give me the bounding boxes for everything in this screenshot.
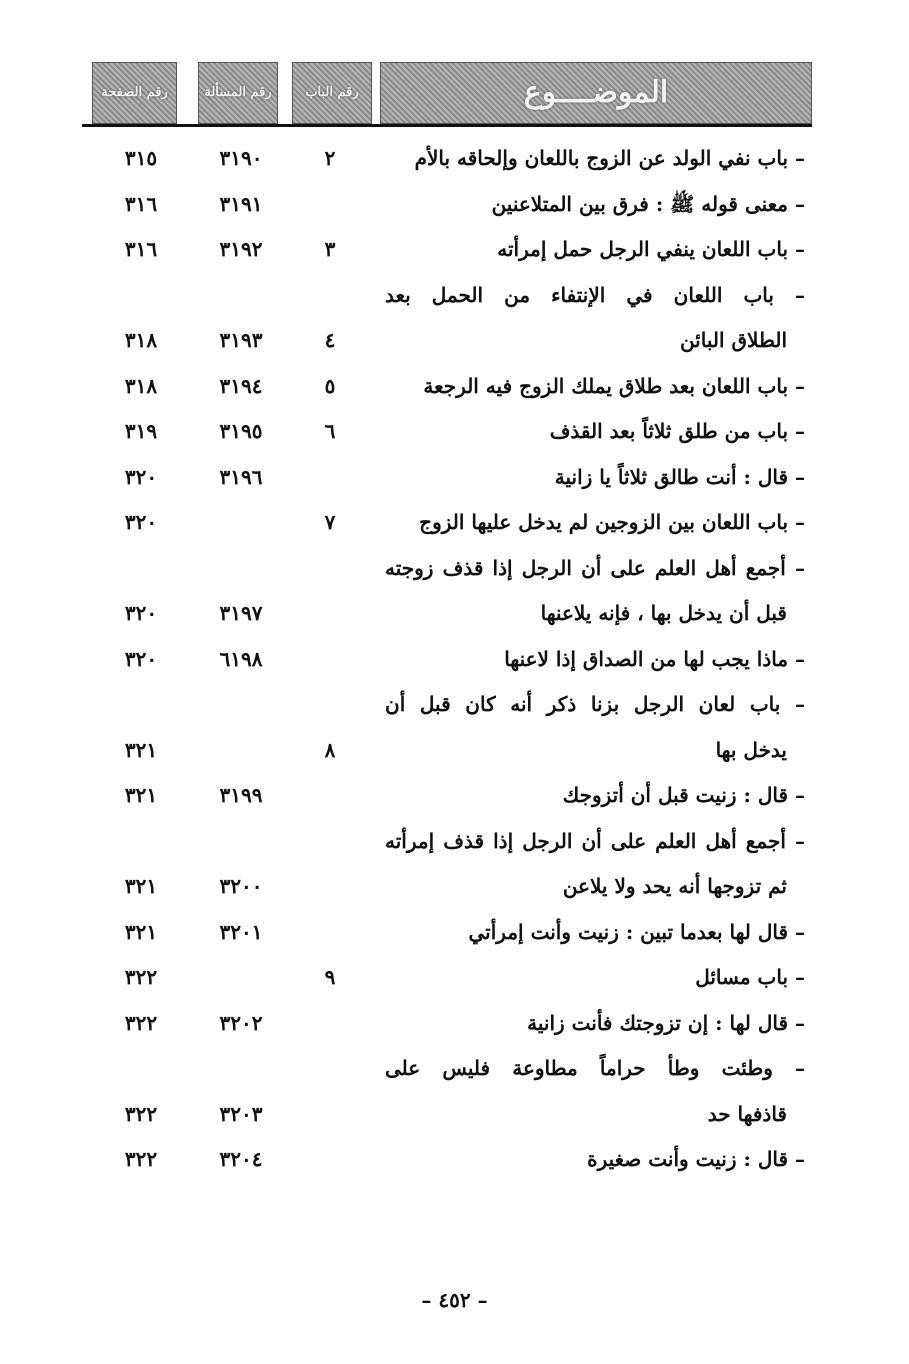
entry-page-number xyxy=(96,682,186,726)
entry-issue-number: ٣١٩٦ xyxy=(219,464,263,489)
table-row xyxy=(0,1137,909,1181)
entry-chapter-number: ٤ xyxy=(324,328,336,352)
entry-topic: – معنى قوله ﷺ : فرق بين المتلاعنين xyxy=(491,191,805,216)
entry-issue-number xyxy=(196,273,286,317)
entry-topic: – أجمع أهل العلم على أن الرجل إذا قذف زوجته xyxy=(385,555,805,580)
entry-topic: – باب اللعان ينفي الرجل حمل إمرأته xyxy=(497,237,805,261)
entry-chapter-number: ٩ xyxy=(324,965,336,989)
table-row xyxy=(0,955,909,999)
entry-issue-number: ٣١٩٢ xyxy=(219,237,263,261)
entry-issue-number: ٣٢٠٤ xyxy=(219,1147,263,1171)
entry-issue-number: ٣٢٠٣ xyxy=(219,1101,263,1126)
entry-chapter-number: ٧ xyxy=(324,510,336,534)
table-row xyxy=(0,637,909,681)
entry-topic: الطلاق البائن xyxy=(679,328,787,352)
entry-issue-number xyxy=(196,819,286,863)
header-rule xyxy=(82,124,812,127)
entry-issue-number: ٣١٩٥ xyxy=(219,419,263,443)
table-row xyxy=(0,409,909,453)
table-row xyxy=(0,182,909,226)
entry-issue-number: ٣٢٠١ xyxy=(219,919,263,944)
entry-topic: – باب من طلق ثلاثاً بعد القذف xyxy=(549,419,805,443)
header-chapter-column: رقم الباب xyxy=(292,62,372,124)
entry-issue-number xyxy=(196,728,286,772)
entry-topic: قبل أن يدخل بها ، فإنه يلاعنها xyxy=(540,601,787,625)
entry-topic: – باب نفي الولد عن الزوج باللعان وإلحاقه بالأم xyxy=(414,146,805,170)
table-row xyxy=(0,728,909,772)
entry-chapter-number xyxy=(300,1092,360,1136)
header-topic-column: الموضــــوع xyxy=(380,62,812,124)
entry-chapter-number xyxy=(300,546,360,590)
table-row xyxy=(0,546,909,590)
entry-issue-number: ٣٢٠٠ xyxy=(219,874,263,898)
entry-page-number: ٣٢٠ xyxy=(124,464,158,489)
table-row xyxy=(0,136,909,180)
entry-chapter-number xyxy=(300,864,360,908)
table-row xyxy=(0,500,909,544)
entry-issue-number: ٦١٩٨ xyxy=(219,646,263,671)
entry-page-number: ٣٢١ xyxy=(124,874,158,898)
entry-page-number: ٣٢٢ xyxy=(124,1147,158,1171)
table-row xyxy=(0,1046,909,1090)
entry-page-number: ٣١٩ xyxy=(124,419,158,443)
entry-page-number: ٣٢٠ xyxy=(124,601,158,625)
entry-topic: – باب مسائل xyxy=(695,965,805,989)
entry-topic: – قال : أنت طالق ثلاثاً يا زانية xyxy=(554,464,805,489)
entry-page-number: ٣١٨ xyxy=(124,373,158,398)
table-row xyxy=(0,1092,909,1136)
entry-topic: – قال لها : إن تزوجتك فأنت زانية xyxy=(527,1010,805,1035)
entry-page-number: ٣٢٢ xyxy=(124,965,158,989)
header-page-column: رقم الصفحة xyxy=(92,62,177,124)
entry-page-number xyxy=(96,273,186,317)
entry-chapter-number xyxy=(300,182,360,226)
entry-chapter-number xyxy=(300,637,360,681)
entry-chapter-number xyxy=(300,1001,360,1045)
entry-chapter-number: ٨ xyxy=(324,737,336,762)
entry-chapter-number xyxy=(300,1046,360,1090)
table-row xyxy=(0,773,909,817)
entry-issue-number: ٣١٩١ xyxy=(219,191,263,216)
entry-page-number: ٣١٨ xyxy=(124,328,158,352)
entry-chapter-number xyxy=(300,682,360,726)
entry-chapter-number xyxy=(300,773,360,817)
entry-topic: يدخل بها xyxy=(715,737,787,762)
entry-topic: – أجمع أهل العلم على أن الرجل إذا قذف إمرأته xyxy=(385,828,805,853)
entry-chapter-number: ٦ xyxy=(324,419,336,443)
entry-topic: – باب اللعان بعد طلاق يملك الزوج فيه الرجعة xyxy=(423,373,805,398)
header-issue-column: رقم المسألة xyxy=(198,62,278,124)
entry-page-number: ٣١٥ xyxy=(124,146,158,170)
entry-page-number: ٣٢١ xyxy=(124,783,158,807)
table-row xyxy=(0,1001,909,1045)
entry-topic: – باب لعان الرجل بزنا ذكر أنه كان قبل أن xyxy=(385,692,805,716)
entry-page-number xyxy=(96,1046,186,1090)
entry-topic: – قال : زنيت وأنت صغيرة xyxy=(587,1147,805,1171)
entry-issue-number: ٣١٩٧ xyxy=(219,601,263,625)
table-row xyxy=(0,273,909,317)
entry-topic: – قال لها بعدما تبين : زنيت وأنت إمرأتي xyxy=(468,919,805,944)
entry-issue-number: ٣١٩٩ xyxy=(219,783,263,807)
table-row xyxy=(0,864,909,908)
table-row xyxy=(0,591,909,635)
entry-topic: – وطئت وطأ حراماً مطاوعة فليس على xyxy=(385,1056,805,1080)
entry-issue-number: ٣١٩٤ xyxy=(219,373,263,398)
entry-issue-number xyxy=(196,546,286,590)
entry-page-number: ٣٢٢ xyxy=(124,1010,158,1035)
entry-page-number: ٣١٦ xyxy=(124,191,158,216)
entry-issue-number xyxy=(196,500,286,544)
table-row xyxy=(0,682,909,726)
table-row xyxy=(0,227,909,271)
entry-chapter-number: ٣ xyxy=(324,237,336,261)
entry-topic: – باب اللعان بين الزوجين لم يدخل عليها الزوج xyxy=(419,510,805,534)
table-row xyxy=(0,910,909,954)
entry-issue-number xyxy=(196,1046,286,1090)
entry-topic: ثم تزوجها أنه يحد ولا يلاعن xyxy=(562,874,787,898)
table-row xyxy=(0,318,909,362)
entry-issue-number: ٣٢٠٢ xyxy=(219,1010,263,1035)
entry-page-number xyxy=(96,546,186,590)
table-row xyxy=(0,364,909,408)
entry-chapter-number: ٢ xyxy=(324,146,336,170)
entry-topic: قاذفها حد xyxy=(707,1101,787,1126)
entry-page-number: ٣٢١ xyxy=(124,919,158,944)
table-row xyxy=(0,455,909,499)
entry-chapter-number xyxy=(300,591,360,635)
entry-chapter-number xyxy=(300,1137,360,1181)
entry-chapter-number xyxy=(300,819,360,863)
entry-page-number: ٣١٦ xyxy=(124,237,158,261)
entry-topic: – ماذا يجب لها من الصداق إذا لاعنها xyxy=(504,646,805,671)
entry-chapter-number xyxy=(300,273,360,317)
page-number: – ٤٥٢ – xyxy=(421,1288,488,1312)
entry-page-number: ٣٢٢ xyxy=(124,1101,158,1126)
entry-page-number: ٣٢١ xyxy=(124,737,158,762)
entry-chapter-number: ٥ xyxy=(324,373,336,398)
table-header xyxy=(92,62,812,124)
entry-issue-number: ٣١٩٠ xyxy=(219,146,263,170)
entry-topic: – قال : زنيت قبل أن أتزوجك xyxy=(562,783,805,807)
entry-chapter-number xyxy=(300,455,360,499)
entry-issue-number: ٣١٩٣ xyxy=(219,328,263,352)
entry-page-number xyxy=(96,819,186,863)
entry-chapter-number xyxy=(300,910,360,954)
entry-topic: – باب اللعان في الإنتفاء من الحمل بعد xyxy=(385,282,805,307)
entry-page-number: ٣٢٠ xyxy=(124,510,158,534)
table-row xyxy=(0,819,909,863)
entry-issue-number xyxy=(196,682,286,726)
entry-page-number: ٣٢٠ xyxy=(124,646,158,671)
entry-issue-number xyxy=(196,955,286,999)
